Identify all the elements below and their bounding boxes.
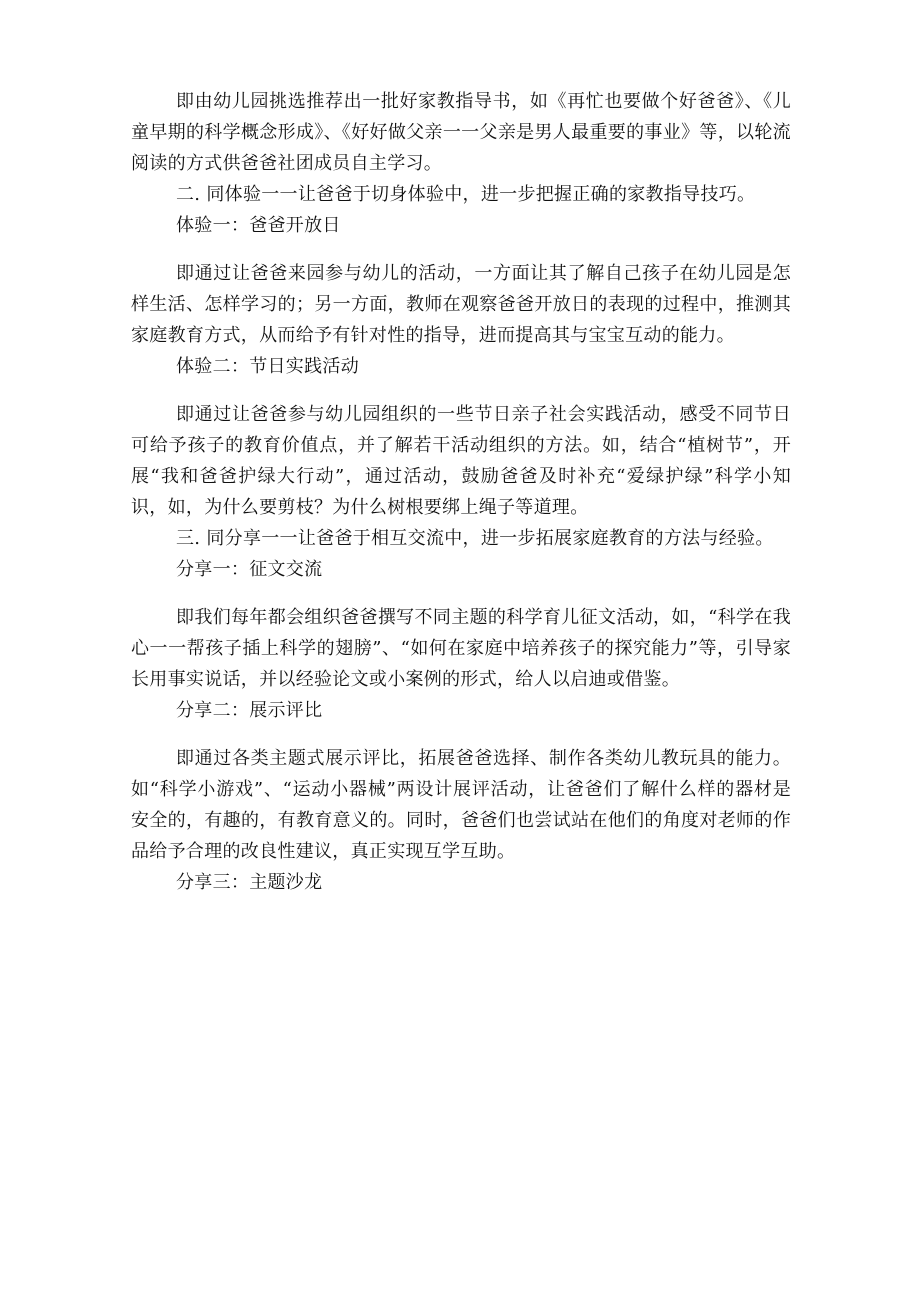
section-heading-experience: 二. 同体验一一让爸爸于切身体验中，进一步把握正确的家教指导技巧。 (176, 184, 756, 205)
paragraph-festival-practice: 即通过让爸爸参与幼儿园组织的一些节日亲子社会实践活动，感受不同节日可给予孩子的教育价值点，并了解若干活动组织的方法。如，结合“植树节”，开展“我和爸爸护绿大行动”，通过活动，鼓励爸爸及时补充“爱绿护绿”科学小知识，如，为什么要剪枝？为什么树根要绑上绳子等道理。 (131, 404, 791, 518)
paragraph-book-recommendation: 即由幼儿园挑选推荐出一批好家教指导书，如《再忙也要做个好爸爸》、《儿童早期的科学概念形成》、《好好做父亲一一父亲是男人最重要的事业》等，以轮流阅读的方式供爸爸社团成员自主学习。 (131, 91, 791, 174)
subheading-essay-exchange: 分享一：征文交流 (176, 559, 323, 580)
subheading-festival-practice: 体验二：节日实践活动 (176, 356, 359, 377)
document-body (131, 86, 791, 898)
paragraph-open-day: 即通过让爸爸来园参与幼儿的活动，一方面让其了解自己孩子在幼儿园是怎样生活、怎样学习的；另一方面，教师在观察爸爸开放日的表现的过程中，推测其家庭教育方式，从而给予有针对性的指导，进而提高其与宝宝互动的能力。 (131, 263, 791, 346)
section-heading-sharing: 三. 同分享一一让爸爸于相互交流中，进一步拓展家庭教育的方法与经验。 (176, 528, 774, 549)
subheading-theme-salon: 分享三：主题沙龙 (176, 872, 323, 893)
paragraph-exhibition: 即通过各类主题式展示评比，拓展爸爸选择、制作各类幼儿教玩具的能力。如“科学小游戏”、“运动小器械”两设计展评活动，让爸爸们了解什么样的器材是安全的，有趣的，有教育意义的。同时，爸爸们也尝试站在他们的角度对老师的作品给予合理的改良性建议，真正实现互学互助。 (131, 748, 791, 862)
subheading-exhibition: 分享二：展示评比 (176, 700, 323, 721)
paragraph-essay-exchange: 即我们每年都会组织爸爸撰写不同主题的科学育儿征文活动，如，“科学在我心一一帮孩子插上科学的翅膀”、“如何在家庭中培养孩子的探究能力”等，引导家长用事实说话，并以经验论文或小案例的形式，给人以启迪或借鉴。 (131, 607, 791, 690)
subheading-open-day: 体验一：爸爸开放日 (176, 215, 341, 236)
